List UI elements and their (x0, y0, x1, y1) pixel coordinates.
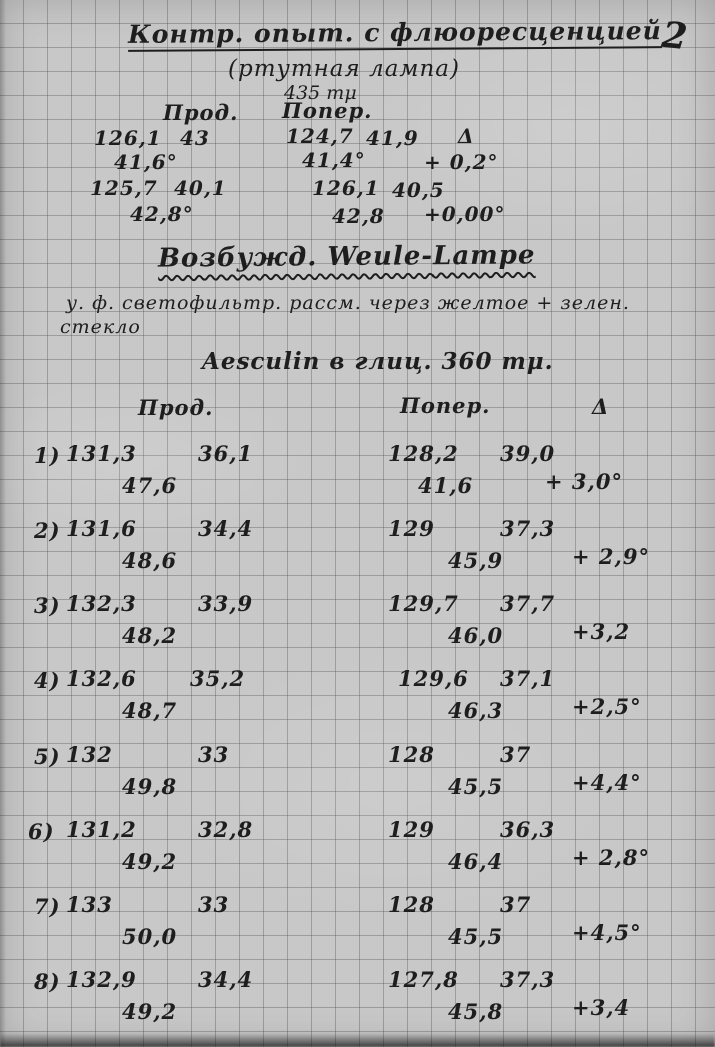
prod-angle: 49,2 (122, 849, 178, 874)
measurement-row (0, 894, 715, 969)
poper-angle: 46,4 (448, 849, 504, 874)
control-r2-poper1: 126,1 (312, 176, 380, 200)
row-number: 3) (34, 593, 61, 618)
measurement-row (0, 819, 715, 894)
poper-angle: 46,0 (448, 623, 504, 648)
row-number: 8) (34, 969, 61, 994)
poper-angle: 45,8 (448, 999, 504, 1024)
prod-value-1: 131,6 (66, 516, 137, 541)
prod-value-1: 131,2 (66, 817, 137, 842)
poper-value-1: 128,2 (388, 441, 459, 466)
poper-angle: 45,5 (448, 924, 504, 949)
wavelength-label: 435 mμ (284, 82, 357, 104)
measurement-row (0, 593, 715, 668)
prod-value-1: 132,6 (66, 666, 137, 691)
poper-value-2: 37,7 (500, 591, 556, 616)
prod-angle: 49,8 (122, 774, 178, 799)
scan-bottom-edge-shadow (0, 1033, 715, 1047)
row-number: 1) (34, 443, 61, 468)
prod-value-2: 32,8 (198, 817, 254, 842)
poper-value-2: 37,3 (500, 967, 556, 992)
delta-value: +2,5° (572, 694, 642, 719)
aesculin-subheading: Aesculin в глиц. 360 mμ. (202, 348, 554, 375)
prod-value-2: 36,1 (198, 441, 254, 466)
control-r2-prod-angle: 42,8° (130, 202, 194, 226)
prod-angle: 50,0 (122, 924, 178, 949)
delta-value: +3,4 (572, 995, 631, 1020)
measurement-row (0, 668, 715, 743)
poper-angle: 46,3 (448, 698, 504, 723)
prod-angle: 48,6 (122, 548, 178, 573)
aesculin-col-prod: Прод. (138, 395, 214, 420)
control-r1-prod2: 43 (180, 126, 210, 150)
page-title: Контр. опыт. с флюоресценцией (127, 16, 662, 49)
poper-angle: 41,6 (418, 473, 474, 498)
prod-value-2: 33 (198, 892, 230, 917)
prod-value-2: 34,4 (198, 516, 254, 541)
prod-value-1: 132,3 (66, 591, 137, 616)
row-number: 6) (28, 819, 55, 844)
row-number: 4) (34, 668, 61, 693)
prod-value-1: 132 (66, 742, 113, 767)
poper-value-1: 129,6 (398, 666, 469, 691)
page-subtitle: (ртутная лампа) (228, 56, 460, 82)
prod-angle: 49,2 (122, 999, 178, 1024)
control-r2-delta: +0,00° (424, 202, 506, 226)
scan-left-edge-shadow (0, 0, 6, 1047)
prod-value-2: 33 (198, 742, 230, 767)
poper-value-2: 37 (500, 742, 532, 767)
prod-value-1: 133 (66, 892, 113, 917)
control-r1-poper1: 124,7 (286, 124, 354, 148)
control-r1-poper2: 41,9 (366, 126, 419, 150)
section-heading: Возбужд. Weule-Lampe (157, 240, 536, 274)
control-r2-poper-angle: 42,8 (332, 204, 385, 228)
poper-value-2: 39,0 (500, 441, 556, 466)
poper-value-1: 128 (388, 892, 435, 917)
control-r1-prod-angle: 41,6° (114, 150, 178, 174)
measurement-row (0, 518, 715, 593)
poper-value-2: 37,3 (500, 516, 556, 541)
delta-value: + 3,0° (545, 469, 623, 494)
control-r2-prod1: 125,7 (90, 176, 158, 200)
aesculin-col-poper: Попер. (400, 393, 491, 418)
prod-angle: 48,7 (122, 698, 178, 723)
prod-angle: 47,6 (122, 473, 178, 498)
prod-value-2: 34,4 (198, 967, 254, 992)
delta-value: +4,5° (572, 920, 642, 945)
prod-angle: 48,2 (122, 623, 178, 648)
prod-value-2: 35,2 (190, 666, 246, 691)
page-number: 2 (659, 13, 690, 59)
poper-value-2: 37 (500, 892, 532, 917)
filter-note-line1: у. ф. светофильтр. рассм. через желтое + зелен. (66, 292, 630, 314)
control-r1-delta: + 0,2° (424, 150, 499, 174)
control-r2-poper2: 40,5 (392, 178, 445, 202)
prod-value-1: 131,3 (66, 441, 137, 466)
measurement-row (0, 443, 715, 518)
aesculin-col-delta: Δ (592, 394, 610, 419)
delta-value: +4,4° (572, 770, 642, 795)
poper-value-2: 37,1 (500, 666, 556, 691)
control-r2-prod2: 40,1 (174, 176, 227, 200)
delta-value: +3,2 (572, 619, 631, 644)
prod-value-2: 33,9 (198, 591, 254, 616)
delta-value: + 2,8° (572, 845, 650, 870)
prod-value-1: 132,9 (66, 967, 137, 992)
poper-value-1: 129,7 (388, 591, 459, 616)
poper-value-1: 128 (388, 742, 435, 767)
control-col-delta: Δ (458, 124, 475, 148)
filter-note-line2: стекло (60, 316, 141, 338)
row-number: 5) (34, 744, 61, 769)
poper-value-1: 129 (388, 817, 435, 842)
control-col-prod: Прод. (163, 100, 239, 125)
row-number: 7) (34, 894, 61, 919)
delta-value: + 2,9° (572, 544, 650, 569)
measurement-row (0, 744, 715, 819)
control-r1-poper-angle: 41,4° (302, 148, 366, 172)
poper-value-1: 127,8 (388, 967, 459, 992)
row-number: 2) (34, 518, 61, 543)
control-r1-prod1: 126,1 (94, 126, 162, 150)
poper-angle: 45,5 (448, 774, 504, 799)
poper-value-2: 36,3 (500, 817, 556, 842)
poper-angle: 45,9 (448, 548, 504, 573)
control-col-poper: Попер. (282, 98, 373, 123)
poper-value-1: 129 (388, 516, 435, 541)
